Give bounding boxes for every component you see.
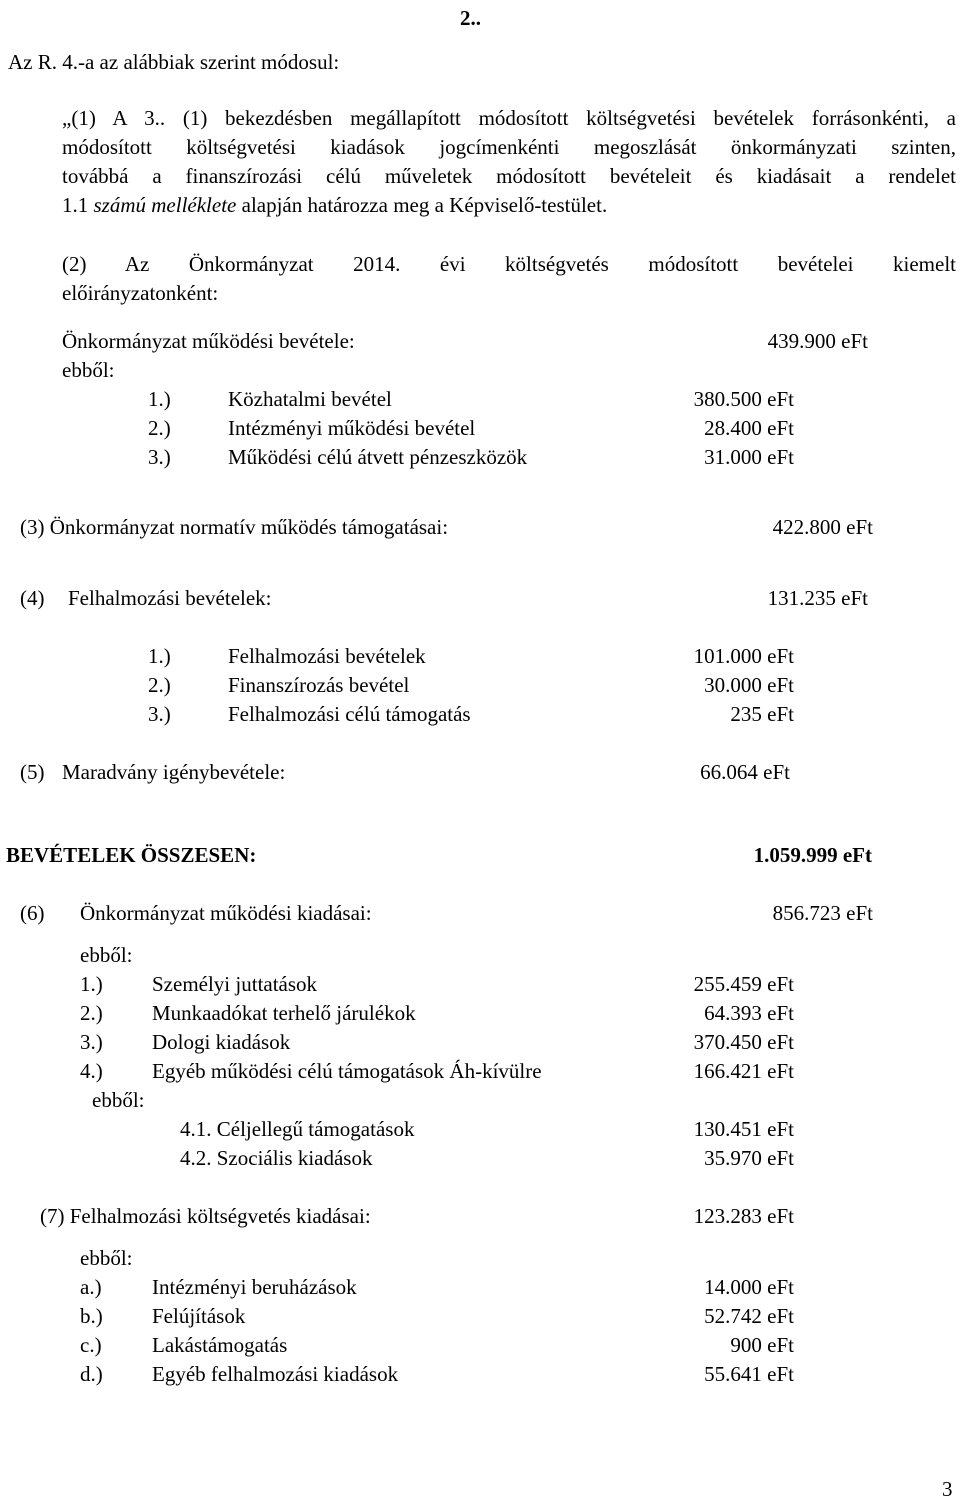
list-item-label: Finanszírozás bevétel [228, 673, 410, 697]
list-item-num: 2.) [80, 1001, 103, 1025]
section-number: 2.. [460, 6, 481, 30]
para1-last-italic: számú melléklete [93, 193, 237, 217]
list-item-label: Működési célú átvett pénzeszközök [228, 445, 528, 469]
list-item-num: d.) [80, 1362, 103, 1386]
capital-revenue-label: Felhalmozási bevételek: [68, 586, 272, 610]
list-item-num: 2.) [148, 673, 171, 697]
para2-line1: (2) Az Önkormányzat 2014. évi költségvetés módosított bevételei kiemelt [62, 252, 956, 276]
capital-expenses-total: 123.283 eFt [693, 1204, 794, 1228]
list-item-num: 3.) [80, 1030, 103, 1054]
residual-value: 66.064 eFt [700, 760, 790, 784]
list-item-label: Közhatalmi bevétel [228, 387, 392, 411]
list-item-value: 255.459 eFt [693, 972, 794, 996]
list-item-label: Intézményi működési bevétel [228, 416, 476, 440]
list-item-label: Személyi juttatások [152, 972, 318, 996]
sub-list-item-label: 4.2. Szociális kiadások [180, 1146, 373, 1170]
list-item-label: Lakástámogatás [152, 1333, 288, 1357]
total-revenue-label: BEVÉTELEK ÖSSZESEN: [6, 843, 257, 867]
para1-line4 [62, 191, 607, 220]
sub-list-item-value: 130.451 eFt [693, 1117, 794, 1141]
list-item-num: c.) [80, 1333, 102, 1357]
normative-support-label: (3) Önkormányzat normatív működés támogatásai: [20, 515, 449, 539]
residual-label: Maradvány igénybevétele: [62, 760, 286, 784]
para1-last-suffix: alapján határozza meg a Képviselő-testület. [236, 193, 608, 217]
operating-expenses-label: Önkormányzat működési kiadásai: [80, 901, 372, 925]
para2-line2: előirányzatonként: [62, 281, 219, 305]
sub-list-item-label: 4.1. Céljellegű támogatások [180, 1117, 415, 1141]
list-item-label: Dologi kiadások [152, 1030, 291, 1054]
total-revenue-value: 1.059.999 eFt [753, 843, 872, 867]
list-item-label: Egyéb felhalmozási kiadások [152, 1362, 399, 1386]
list-item-label: Felhalmozási bevételek [228, 644, 426, 668]
list-item-num: 3.) [148, 702, 171, 726]
list-item-value: 14.000 eFt [704, 1275, 794, 1299]
list-item-num: 3.) [148, 445, 171, 469]
list-item-value: 166.421 eFt [693, 1059, 794, 1083]
capital-revenue-num: (4) [20, 586, 45, 610]
list-item-value: 64.393 eFt [704, 1001, 794, 1025]
capital-expenses-of-which: ebből: [80, 1246, 133, 1270]
list-item-num: 2.) [148, 416, 171, 440]
list-item-num: 1.) [80, 972, 103, 996]
operating-expenses-num: (6) [20, 901, 45, 925]
list-item-label: Felhalmozási célú támogatás [228, 702, 471, 726]
list-item-value: 30.000 eFt [704, 673, 794, 697]
list-item-num: a.) [80, 1275, 102, 1299]
operating-expenses-total: 856.723 eFt [772, 901, 873, 925]
operating-revenue-label: Önkormányzat működési bevétele: [62, 329, 355, 353]
list-item-value: 55.641 eFt [704, 1362, 794, 1386]
list-item-value: 380.500 eFt [693, 387, 794, 411]
list-item-value: 31.000 eFt [704, 445, 794, 469]
sub-list-item-value: 35.970 eFt [704, 1146, 794, 1170]
list-item-value: 370.450 eFt [693, 1030, 794, 1054]
operating-expenses-of-which: ebből: [80, 943, 133, 967]
para1-line3: továbbá a finanszírozási célú műveletek módosított bevételeit és kiadásait a rendelet [62, 164, 956, 188]
operating-expenses-sub-of-which: ebből: [92, 1088, 145, 1112]
para1-last-prefix: 1.1 [62, 193, 94, 217]
list-item-num: 4.) [80, 1059, 103, 1083]
capital-revenue-total: 131.235 eFt [767, 586, 868, 610]
capital-expenses-label: (7) Felhalmozási költségvetés kiadásai: [40, 1204, 371, 1228]
list-item-num: 1.) [148, 644, 171, 668]
list-item-value: 101.000 eFt [693, 644, 794, 668]
normative-support-value: 422.800 eFt [772, 515, 873, 539]
list-item-value: 52.742 eFt [704, 1304, 794, 1328]
list-item-value: 900 eFt [730, 1333, 794, 1357]
para1-line2: módosított költségvetési kiadások jogcímenkénti megoszlását önkormányzati szinten, [62, 135, 956, 159]
residual-num: (5) [20, 760, 45, 784]
list-item-label: Egyéb működési célú támogatások Áh-kívülre [152, 1059, 542, 1083]
list-item-label: Felújítások [152, 1304, 246, 1328]
page-number: 3 [942, 1477, 953, 1501]
list-item-label: Munkaadókat terhelő járulékok [152, 1001, 416, 1025]
operating-revenue-total: 439.900 eFt [767, 329, 868, 353]
list-item-num: b.) [80, 1304, 103, 1328]
intro-text: Az R. 4.-a az alábbiak szerint módosul: [8, 50, 340, 74]
list-item-label: Intézményi beruházások [152, 1275, 357, 1299]
list-item-value: 235 eFt [730, 702, 794, 726]
list-item-num: 1.) [148, 387, 171, 411]
list-item-value: 28.400 eFt [704, 416, 794, 440]
operating-revenue-of-which: ebből: [62, 358, 115, 382]
para1-line1: „(1) A 3.. (1) bekezdésben megállapított módosított költségvetési bevételek forrásonkénti, a [62, 106, 956, 130]
